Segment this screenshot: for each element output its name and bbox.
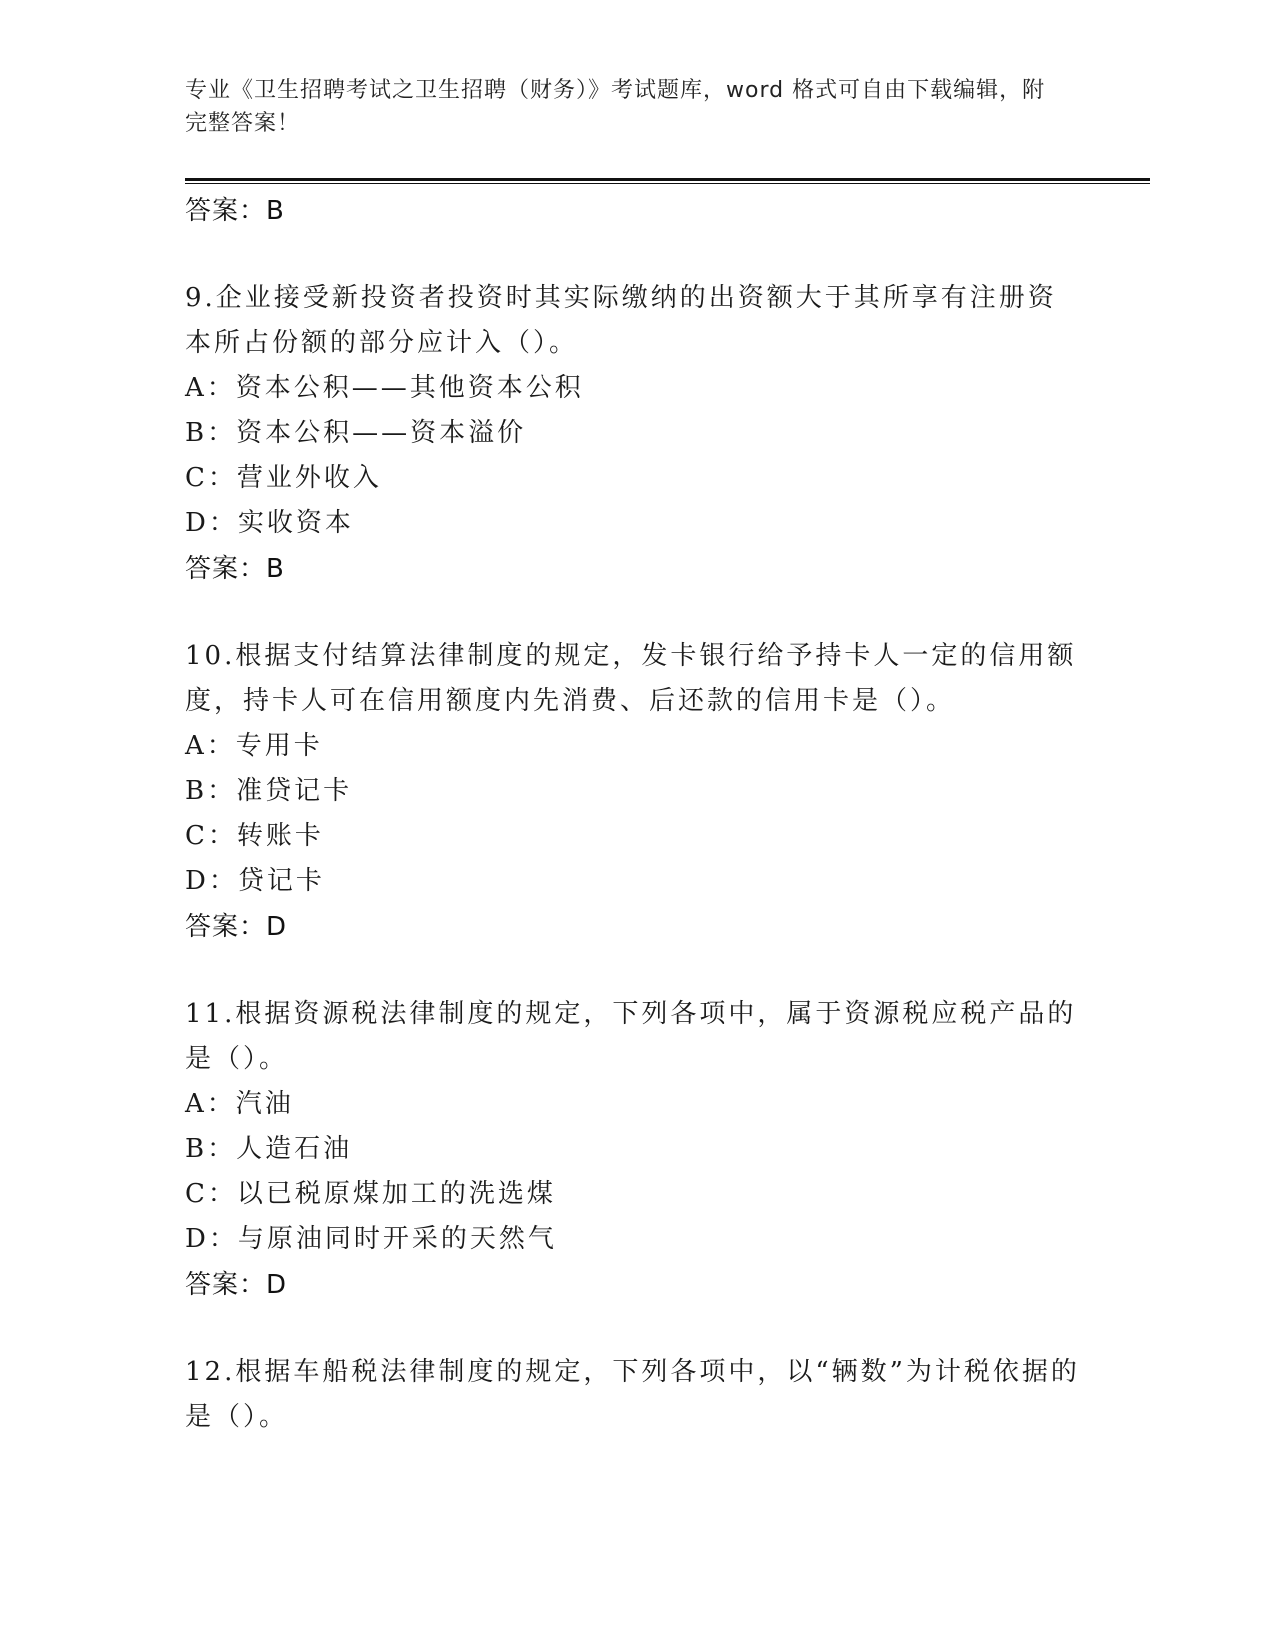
- option-b: B：准贷记卡: [185, 776, 353, 806]
- answer-previous: 答案：B: [185, 196, 285, 226]
- answer-9: 答案：B: [185, 554, 285, 584]
- option-d: D：与原油同时开采的天然气: [185, 1224, 557, 1254]
- option-c: C：营业外收入: [185, 463, 382, 493]
- option-c: C：以已税原煤加工的洗选煤: [185, 1179, 556, 1209]
- question-stem: 10.根据支付结算法律制度的规定，发卡银行给予持卡人一定的信用额度，持卡人可在信用额度内先消费、后还款的信用卡是（）。: [185, 641, 1077, 716]
- question-10: [185, 634, 1085, 904]
- question-stem: 11.根据资源税法律制度的规定，下列各项中，属于资源税应税产品的是（）。: [185, 999, 1077, 1074]
- document-body: [185, 188, 1085, 1440]
- question-stem: 12.根据车船税法律制度的规定，下列各项中，以“辆数”为计税依据的是（）。: [185, 1357, 1080, 1432]
- option-d: D：实收资本: [185, 508, 354, 538]
- page-header: 专业《卫生招聘考试之卫生招聘（财务）》考试题库，word 格式可自由下载编辑，附完整答案！: [185, 78, 1046, 136]
- option-a: A：专用卡: [185, 731, 323, 761]
- option-b: B：资本公积——资本溢价: [185, 418, 527, 448]
- option-a: A：汽油: [185, 1089, 294, 1119]
- answer-10: 答案：D: [185, 912, 288, 942]
- question-stem: 9.企业接受新投资者投资时其实际缴纳的出资额大于其所享有注册资本所占份额的部分应计入（）。: [185, 283, 1057, 358]
- option-a: A：资本公积——其他资本公积: [185, 373, 584, 403]
- header-divider-thin: [185, 183, 1150, 184]
- option-c: C：转账卡: [185, 821, 324, 851]
- header-divider-thick: [185, 178, 1150, 181]
- answer-11: 答案：D: [185, 1270, 288, 1300]
- option-b: B：人造石油: [185, 1134, 353, 1164]
- question-12: [185, 1350, 1085, 1440]
- option-d: D：贷记卡: [185, 866, 325, 896]
- question-11: [185, 992, 1085, 1262]
- question-9: [185, 276, 1085, 546]
